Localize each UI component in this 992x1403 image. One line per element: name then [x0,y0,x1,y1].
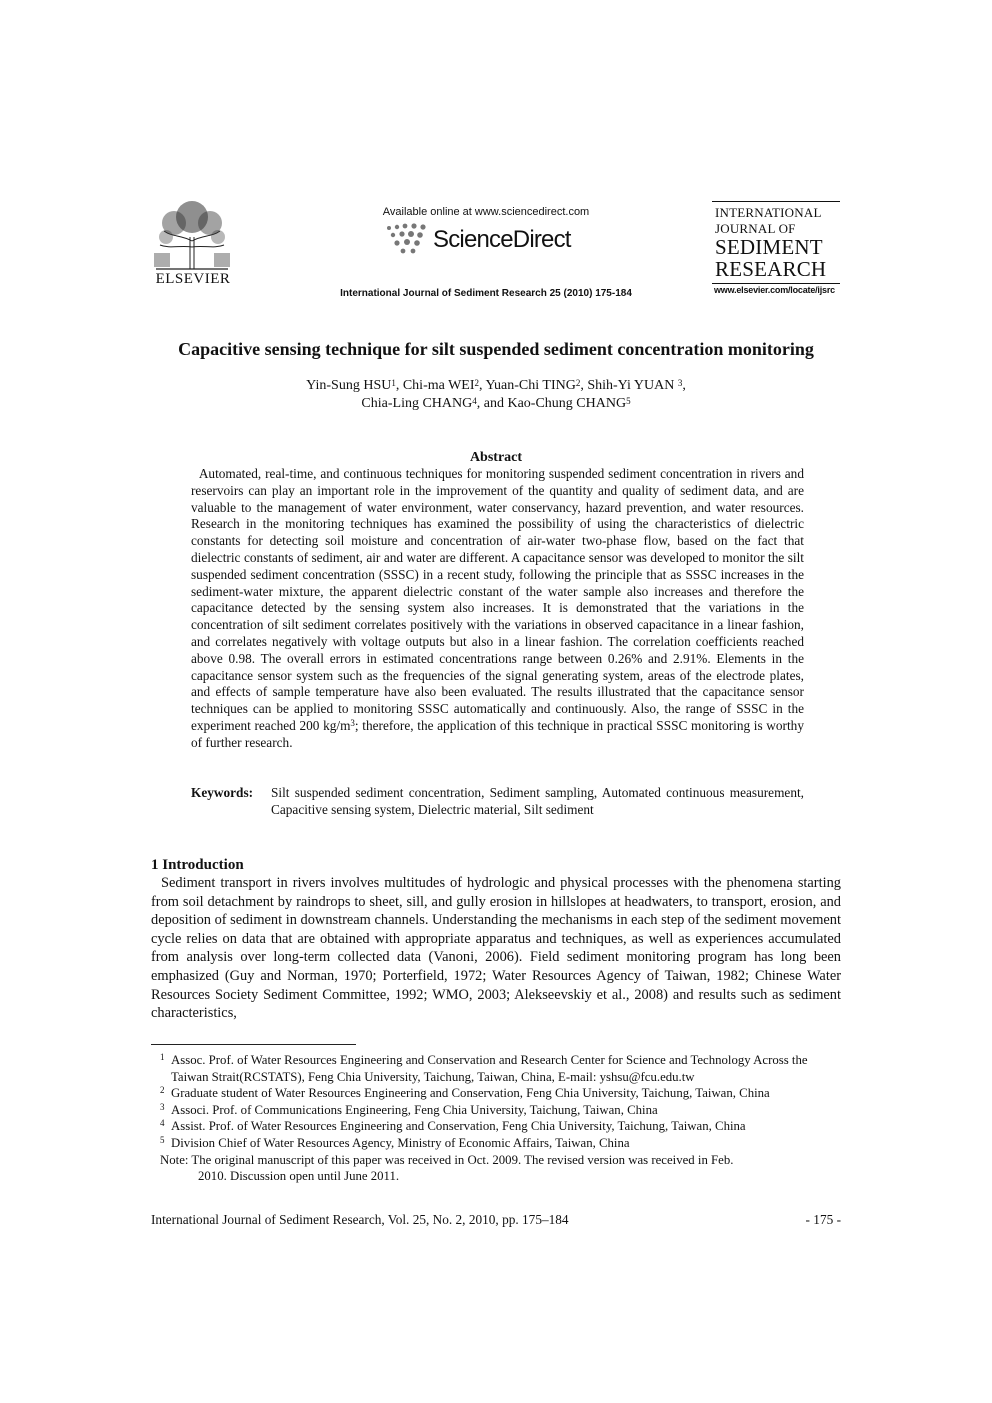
keywords-label: Keywords: [191,785,254,800]
footnote-divider [151,1044,356,1045]
elsevier-logo [150,197,236,291]
footer-journal-citation: International Journal of Sediment Research, Vol. 25, No. 2, 2010, pp. 175–184 [151,1212,569,1227]
page-number: - 175 - [805,1212,841,1227]
author: Kao-Chung CHANG$^5$ [507,396,631,411]
author: Chi-ma WEI$^2$, [402,378,486,393]
sciencedirect-wordmark: ScienceDirect [433,226,571,253]
section-heading-introduction: 1 Introduction [151,857,244,873]
journal-logo [712,201,842,297]
sciencedirect-logo [383,222,603,258]
journal-logo-line3: SEDIMENT [715,235,823,259]
footnote: 3 Associ. Prof. of Communications Engineering, Feng Chia University, Taichung, Taiwan, China [160,1101,658,1117]
available-online-text: Available online at www.sciencedirect.com [382,206,590,218]
author: Yin-Sung HSU$^1$, [306,378,403,393]
publisher-name: ELSEVIER [155,271,231,287]
journal-logo-url: www.elsevier.com/locate/ijsrc [714,285,835,295]
footnotes [160,1052,840,1185]
footnote: 2 Graduate student of Water Resources Engineering and Conservation, Feng Chia University, Taichung, Taiwan, China [160,1085,770,1101]
journal-logo-line2: JOURNAL OF [715,221,796,236]
keywords-list: Silt suspended sediment concentration, Sediment sampling, Automated continuous measurement, Capacitive sensing system, Dielectric material, Silt sediment [271,785,804,817]
paper-title: Capacitive sensing technique for silt suspended sediment concentration monitoring [178,339,814,359]
elsevier-tree-icon [152,197,232,271]
sciencedirect-dots-icon [383,222,431,256]
journal-logo-line1: INTERNATIONAL [715,205,822,220]
journal-citation: International Journal of Sediment Research 25 (2010) 175-184 [340,288,632,299]
footnote: 4 Assist. Prof. of Water Resources Engineering and Conservation, Feng Chia University, Taichung, Taiwan, China [160,1118,746,1134]
author: Shih-Yi YUAN $^3$, [587,378,686,393]
manuscript-note: Note: The original manuscript of this paper was received in Oct. 2009. The revised version was received in Feb. 2010. Discussion open until June 2011. [160,1152,734,1184]
author: Yuan-Chi TING$^2$, [485,378,588,393]
abstract-heading: Abstract [469,450,523,465]
footnote: 5 Division Chief of Water Resources Agency, Ministry of Economic Affairs, Taiwan, China [160,1134,630,1150]
author: Chia-Ling CHANG$^4$, and [361,396,508,411]
footnote: 1 Assoc. Prof. of Water Resources Engineering and Conservation and Research Center for Science and Technology Across the Taiwan Strait(RCSTATS), Feng Chia University, Taichung, Taiwan, China, E-mail: yshsu@fcu.edu.tw [160,1052,808,1084]
journal-logo-line4: RESEARCH [715,257,827,281]
introduction-paragraph: Sediment transport in rivers involves multitudes of hydrologic and physical processes with the phenomena starting from soil detachment by raindrops to sheet, sill, and gully erosion in hillslopes at headwaters, to transport, erosion, and deposition of sediment in downstream channels. Understanding the mechanisms in each step of the sediment movement cycle relies on data that are obtained with appropriate apparatus and techniques, as well as experiences accumulated from analysis over long-term collected data (Vanoni, 2006). Field sediment monitoring program has long been emphasized (Guy and Norman, 1970; Porterfield, 1972; Water Resources Agency of Taiwan, 1982; Chinese Water Resources Society Sediment Committee, 1992; WMO, 2003; Alekseevskiy et al., 2008) and results such as sediment characteristics, [151,875,841,1022]
author-list [150,377,842,413]
abstract-body: Automated, real-time, and continuous techniques for monitoring suspended sediment concentration in rivers and reservoirs can play an important role in the improvement of the quantity and quality of sediment data, and are valuable to the management of water environment, water conservancy, hazard prevention, and water resources. Research in the monitoring techniques has examined the possibility of using the characteristics of dielectric constants for detecting soil moisture and concentration of air-water two-phase flow, based on the fact that dielectric constants of sediment, air and water are different. A capacitance sensor was developed to monitor the silt suspended sediment concentration (SSSC) in a recent study, following the principle that as SSSC increases in the sediment-water mixture, the apparent dielectric constant of the water sample also increases and therefore the capacitance detected by the sensing system also increases. It is demonstrated that the variations in the concentration of silt sediment correlates positively with the variations in observed capacitance in a linear fashion, and correlates negatively with voltage outputs but also in a linear fashion. The correlation coefficients reached above 0.98. The overall errors in estimated concentrations range between 0.26% and 2.91%. Elements in the capacitance sensor system such as the frequencies of the signal generating system, areas of the electrode plates, and effects of sample temperature have also been evaluated. The results illustrated that the capacitance sensor techniques can be applied to monitoring SSSC automatically and continuously. Also, the range of SSSC in the experiment reached 200 $kg/m^3$; therefore, the application of this technique in practical SSSC monitoring is worthy of further research. [191,466,804,750]
